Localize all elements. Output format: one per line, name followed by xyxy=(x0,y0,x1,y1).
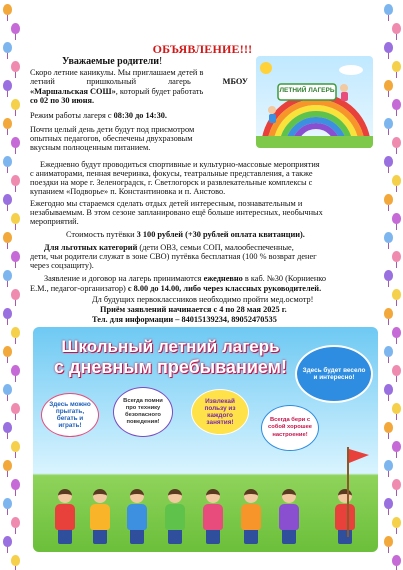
kid-figure xyxy=(53,489,77,544)
balloon-icon xyxy=(3,384,12,395)
benefit-label: Для льготных категорий xyxy=(44,243,138,252)
balloon-border-right xyxy=(381,0,403,570)
greeting xyxy=(62,56,162,67)
balloon-icon xyxy=(11,441,20,452)
balloon-icon xyxy=(3,118,12,129)
events-line-1: Ежедневно будут проводиться спортивные и культурно-массовые мероприятия xyxy=(40,160,320,169)
balloon-icon xyxy=(3,460,12,471)
balloon-icon xyxy=(392,23,401,34)
benefit-line-3: через соцзащиту). xyxy=(30,261,94,270)
application-line-1 xyxy=(44,274,326,283)
kid-figure xyxy=(88,489,112,544)
balloon-icon xyxy=(384,232,393,243)
kid-figure xyxy=(201,489,225,544)
events-line-3: поездки на море г. Зеленоградск, г. Светлогорск и развлекательные комплексы с xyxy=(30,178,313,187)
application-daily: ежедневно xyxy=(203,274,243,283)
sun-icon xyxy=(260,62,272,74)
notice-title: ОБЪЯВЛЕНИЕ!!! xyxy=(152,42,253,56)
kid-figure xyxy=(277,489,301,544)
balloon-icon xyxy=(11,137,20,148)
application-organizer: Е.М., педагог-организатор) xyxy=(30,284,128,293)
hours-value: 08:30 до 14:30. xyxy=(113,111,167,120)
balloon-icon xyxy=(11,555,20,566)
benefit-rest: (дети ОВЗ, семьи СОП, малообеспеченные, xyxy=(137,243,294,252)
balloon-icon xyxy=(11,365,20,376)
intro-word-lager: лагерь xyxy=(168,77,191,86)
balloon-icon xyxy=(392,61,401,72)
balloon-icon xyxy=(3,42,12,53)
sticker-mood: Всегда бери с собой хорошее настроение! xyxy=(261,405,319,451)
balloon-icon xyxy=(384,308,393,319)
events-line-4: купанием «Подворье» п. Константиновка и п. Анстово. xyxy=(30,187,226,196)
balloon-icon xyxy=(384,498,393,509)
balloon-icon xyxy=(384,4,393,15)
balloon-icon xyxy=(3,308,12,319)
start-date: Приём заявлений начинается с 4 по 28 мая 2025 г. xyxy=(100,305,287,314)
balloon-icon xyxy=(3,346,12,357)
balloon-icon xyxy=(11,479,20,490)
application-line-2 xyxy=(30,284,321,293)
intro-word-prishkolny: пришкольный xyxy=(86,77,137,86)
application-text-1: Заявление и договор на лагерь принимаются xyxy=(44,274,204,283)
balloon-icon xyxy=(384,422,393,433)
balloon-icon xyxy=(392,251,401,262)
balloon-icon xyxy=(392,479,401,490)
notice-content xyxy=(30,0,375,570)
balloon-icon xyxy=(384,80,393,91)
balloon-icon xyxy=(11,99,20,110)
kid-figure xyxy=(239,489,263,544)
camp-sign-text: ЛЕТНИЙ ЛАГЕРЬ xyxy=(279,87,335,94)
balloon-icon xyxy=(392,441,401,452)
intro-word-mbou: МБОУ xyxy=(222,77,248,86)
banner-title-line-1: Школьный летний лагерь xyxy=(61,337,280,356)
intro-line-3-rest: , который будет работать xyxy=(115,87,204,96)
cost-label: Стоимость путёвки xyxy=(66,230,137,239)
balloon-icon xyxy=(3,4,12,15)
application-room: в каб. №30 (Корниенко xyxy=(242,274,327,283)
balloon-border-left xyxy=(0,0,22,570)
kid-figure xyxy=(125,489,149,544)
balloon-icon xyxy=(384,460,393,471)
events-line-2: с аниматорами, пенная вечеринка, фокусы, театральные представления, а также xyxy=(30,169,313,178)
cost-value: 3 100 рублей (+30 рублей оплата квитанции). xyxy=(136,230,305,239)
yearly-line-2: незабываемым. В этом сезоне запланировано ещё больше интересных, необычных xyxy=(30,208,323,217)
balloon-icon xyxy=(384,118,393,129)
balloon-icon xyxy=(3,80,12,91)
sticker-fun: Здесь будет весело и интересно! xyxy=(295,345,373,403)
balloon-icon xyxy=(392,289,401,300)
balloon-icon xyxy=(3,536,12,547)
balloon-icon xyxy=(3,232,12,243)
balloon-icon xyxy=(11,213,20,224)
sticker-safety: Всегда помни про технику безопасного поведения! xyxy=(113,387,173,437)
balloon-icon xyxy=(3,194,12,205)
balloon-icon xyxy=(3,156,12,167)
medical-note: Дл будущих первоклассников необходимо пройти мед.осмотр! xyxy=(92,295,314,304)
balloon-icon xyxy=(11,517,20,528)
balloon-icon xyxy=(384,42,393,53)
banner-title-line-2: с дневным пребыванием! xyxy=(54,357,287,377)
balloon-icon xyxy=(392,99,401,110)
day-line-3: вкусным полноценным питанием. xyxy=(30,143,151,152)
balloon-icon xyxy=(11,327,20,338)
cloud-icon xyxy=(339,65,363,75)
intro-line-3 xyxy=(30,87,203,96)
intro-word-letniy: летний xyxy=(30,77,55,86)
cost-line xyxy=(66,230,305,239)
balloon-icon xyxy=(11,403,20,414)
yearly-line-1: Ежегодно мы стараемся сделать отдых детей интересным, познавательным и xyxy=(30,199,303,208)
benefit-line-1 xyxy=(44,243,294,252)
balloon-icon xyxy=(392,213,401,224)
school-name: «Маршальская СОШ» xyxy=(30,87,116,96)
balloon-icon xyxy=(392,555,401,566)
camp-banner xyxy=(33,327,378,552)
application-hours: с 8.00 до 14.00, либо через классных руководителей. xyxy=(127,284,322,293)
balloon-icon xyxy=(3,498,12,509)
balloon-icon xyxy=(384,194,393,205)
kid-figure xyxy=(163,489,187,544)
balloon-icon xyxy=(384,346,393,357)
balloon-icon xyxy=(384,156,393,167)
balloon-icon xyxy=(392,137,401,148)
balloon-icon xyxy=(3,422,12,433)
summer-camp-illustration xyxy=(256,56,373,148)
balloon-icon xyxy=(11,289,20,300)
balloon-icon xyxy=(384,384,393,395)
balloon-icon xyxy=(11,251,20,262)
greeting-mark: ! xyxy=(158,56,163,67)
rainbow-illustration xyxy=(256,56,373,148)
balloon-icon xyxy=(392,403,401,414)
balloon-icon xyxy=(384,536,393,547)
intro-dates: со 02 по 30 июня. xyxy=(30,96,95,105)
sticker-play: Здесь можно прыгать, бегать и играть! xyxy=(41,393,99,437)
benefit-line-2: дети, чьи родители служат в зоне СВО) путёвка бесплатная (100 % возврат денег xyxy=(30,252,317,261)
balloon-icon xyxy=(3,270,12,281)
balloon-icon xyxy=(392,175,401,186)
day-line-1: Почти целый день дети будут под присмотром xyxy=(30,125,195,134)
balloon-icon xyxy=(11,23,20,34)
balloon-icon xyxy=(11,175,20,186)
sticker-benefit: Извлекай пользу из каждого занятия! xyxy=(191,389,249,435)
balloon-icon xyxy=(392,327,401,338)
balloon-icon xyxy=(392,517,401,528)
intro-line-1: Скоро летние каникулы. Мы приглашаем детей в xyxy=(30,68,204,77)
flag-icon xyxy=(345,447,371,537)
balloon-icon xyxy=(11,61,20,72)
yearly-line-3: мероприятий. xyxy=(30,217,79,226)
day-line-2: опытных педагогов, обеспечены двухразовым xyxy=(30,134,193,143)
balloon-icon xyxy=(392,365,401,376)
balloon-icon xyxy=(384,270,393,281)
phone-info: Тел. для информации – 84015139234, 89052470535 xyxy=(92,315,277,324)
greeting-text: Уважаемые родители xyxy=(62,56,159,67)
intro-line-2 xyxy=(30,77,248,86)
hours-label: Режим работы лагеря с xyxy=(30,111,114,120)
hours-line xyxy=(30,111,167,120)
